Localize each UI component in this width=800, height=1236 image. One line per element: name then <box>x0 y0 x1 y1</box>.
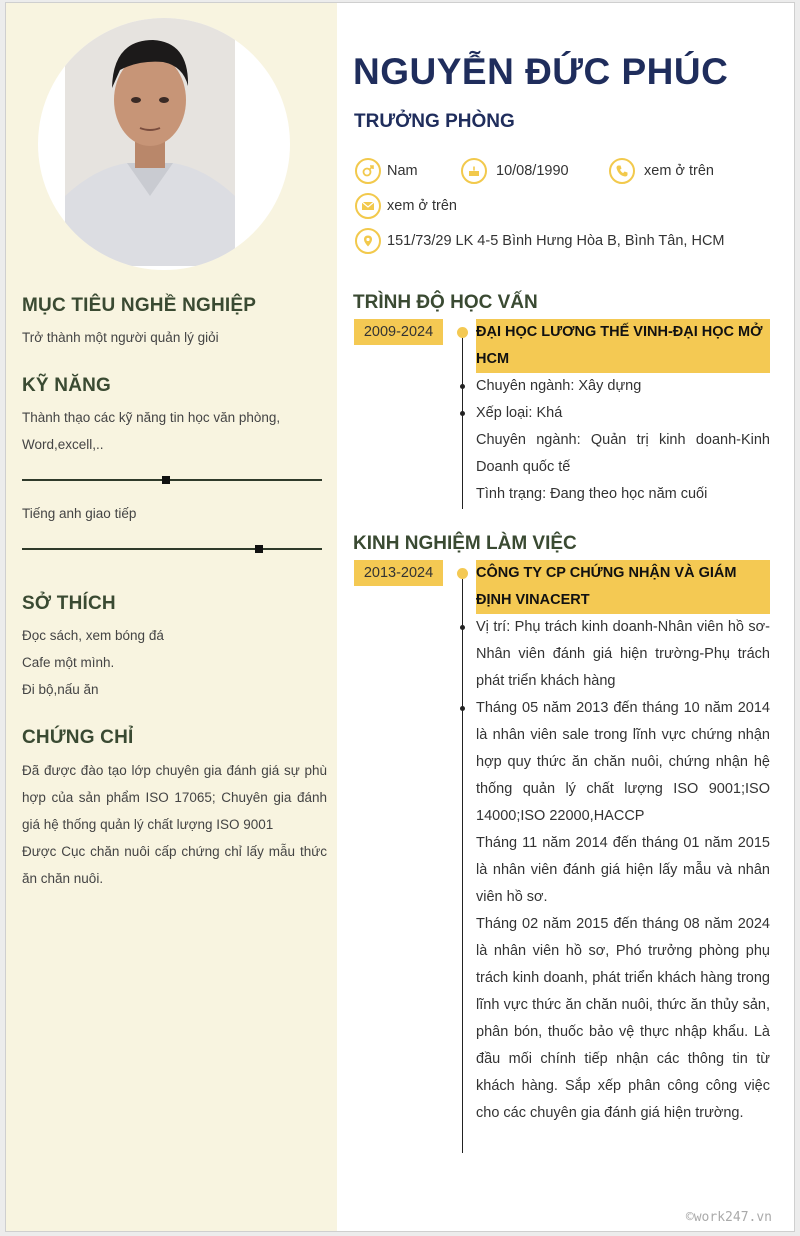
info-phone <box>609 158 714 184</box>
education-detail: Chuyên ngành: Xây dựng <box>476 378 642 394</box>
education-detail: Chuyên ngành: Quản trị kinh doanh-Kinh Doanh quốc tế <box>476 432 770 475</box>
experience-detail: Tháng 05 năm 2013 đến tháng 10 năm 2014 là nhân viên sale trong lĩnh vực chứng nhận hợp quy thức ăn chăn nuôi, chứng nhận hệ thống quản lý chất lượng ISO 9001;ISO 14000;ISO 22000,HACCP <box>476 700 770 824</box>
certificates-title: CHỨNG CHỈ <box>22 727 134 748</box>
experience-timeline <box>462 570 463 1153</box>
timeline-bullet <box>460 625 465 630</box>
info-birthday <box>461 158 569 184</box>
experience-title: KINH NGHIỆM LÀM VIỆC <box>353 533 577 554</box>
experience-company: CÔNG TY CP CHỨNG NHẬN VÀ GIÁM ĐỊNH VINACERT <box>476 560 770 614</box>
cake-icon <box>461 158 487 184</box>
skill-name-1: Thành thạo các kỹ năng tin học văn phòng, Word,excell,.. <box>22 410 281 452</box>
education-date: 2009-2024 <box>354 319 443 345</box>
watermark: ©work247.vn <box>685 1210 772 1225</box>
map-pin-icon <box>355 228 381 254</box>
timeline-bullet <box>460 706 465 711</box>
candidate-name: NGUYỄN ĐỨC PHÚC <box>353 51 729 92</box>
education-detail: Tình trạng: Đang theo học năm cuối <box>476 486 708 502</box>
timeline-dot <box>457 327 468 338</box>
gender-icon <box>355 158 381 184</box>
candidate-role: TRƯỞNG PHÒNG <box>354 111 515 132</box>
timeline-bullet <box>460 384 465 389</box>
experience-details <box>476 614 770 1127</box>
cv-page <box>5 2 795 1232</box>
hobbies-list <box>22 622 328 703</box>
skill-name-2: Tiếng anh giao tiếp <box>22 506 137 521</box>
info-gender <box>355 158 418 184</box>
phone-value: xem ở trên <box>644 163 714 179</box>
gender-value: Nam <box>387 163 418 179</box>
experience-detail: Tháng 11 năm 2014 đến tháng 01 năm 2015 là nhân viên đánh giá hiện lấy mẫu và nhân viên hồ sơ. <box>476 835 770 905</box>
experience-date: 2013-2024 <box>354 560 443 586</box>
skills-title: KỸ NĂNG <box>22 375 112 396</box>
education-school: ĐẠI HỌC LƯƠNG THẾ VINH-ĐẠI HỌC MỞ HCM <box>476 319 770 373</box>
hobby-item: Đọc sách, xem bóng đá <box>22 628 164 643</box>
sidebar <box>6 3 337 1231</box>
skill-bar-1 <box>22 479 322 481</box>
hobbies-title: SỞ THÍCH <box>22 593 116 614</box>
info-email <box>355 193 457 219</box>
certificates-list <box>22 757 327 892</box>
email-value: xem ở trên <box>387 198 457 214</box>
hobby-item: Cafe một mình. <box>22 655 115 670</box>
certificate-item: Đã được đào tạo lớp chuyên gia đánh giá sự phù hợp của sản phẩm ISO 17065; Chuyên gia đánh giá hệ thống quản lý chất lượng ISO 9001 <box>22 763 327 832</box>
phone-icon <box>609 158 635 184</box>
education-title: TRÌNH ĐỘ HỌC VẤN <box>353 292 538 313</box>
objective-title: MỤC TIÊU NGHỀ NGHIỆP <box>22 295 257 316</box>
address-value: 151/73/29 LK 4-5 Bình Hưng Hòa B, Bình Tân, HCM <box>387 233 725 249</box>
skill-level-knob <box>255 545 263 553</box>
avatar <box>38 18 290 270</box>
certificate-item: Được Cục chăn nuôi cấp chứng chỉ lấy mẫu thức ăn chăn nuôi. <box>22 844 327 886</box>
education-detail: Xếp loại: Khá <box>476 405 563 421</box>
objective-text: Trở thành một người quản lý giỏi <box>22 330 219 345</box>
timeline-dot <box>457 568 468 579</box>
education-details <box>476 373 770 508</box>
experience-detail: Tháng 02 năm 2015 đến tháng 08 năm 2024 là nhân viên hồ sơ, Phó trưởng phòng phụ trách kinh doanh, phát triển khách hàng trong lĩnh vực thức ăn chăn nuôi, thức ăn thủy sản, phân bón, thuốc bảo vệ thực nhập khẩu. Là đầu mối chính tiếp nhận các thông tin từ khách hàng. Sắp xếp phân công công việc cho các chuyên gia đánh giá hiện trường. <box>476 916 770 1121</box>
education-timeline <box>462 329 463 509</box>
hobby-item: Đi bộ,nấu ăn <box>22 682 99 697</box>
timeline-bullet <box>460 411 465 416</box>
skill-level-knob <box>162 476 170 484</box>
envelope-icon <box>355 193 381 219</box>
info-address <box>355 228 725 254</box>
experience-detail: Vị trí: Phụ trách kinh doanh-Nhân viên hồ sơ-Nhân viên đánh giá hiện trường-Phụ trách phát triển khách hàng <box>476 619 770 689</box>
birthday-value: 10/08/1990 <box>496 163 569 179</box>
skill-bar-2 <box>22 548 322 550</box>
